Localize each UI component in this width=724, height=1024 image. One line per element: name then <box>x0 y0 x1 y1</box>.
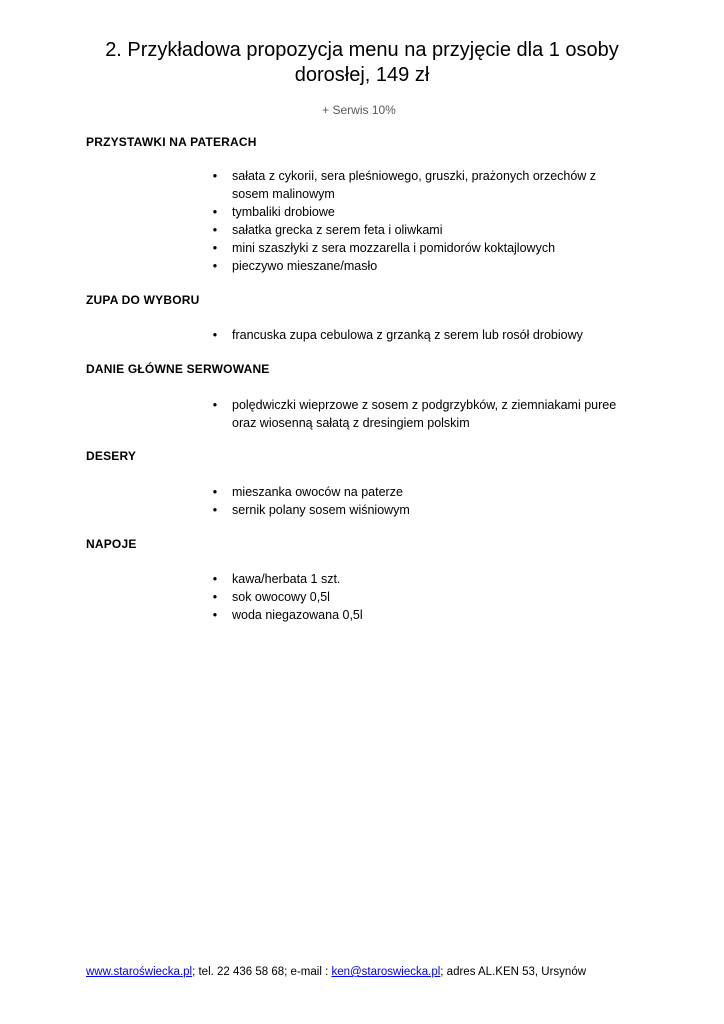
bullet-icon: • <box>212 590 218 604</box>
list-item: • sernik polany sosem wiśniowym <box>210 501 630 519</box>
email-link[interactable]: ken@staroswiecka.pl <box>331 966 441 978</box>
section-heading-desserts: DESERY <box>86 449 137 463</box>
bullet-icon: • <box>212 241 218 255</box>
soup-list <box>210 326 630 344</box>
section-heading-soup: ZUPA DO WYBORU <box>86 293 200 307</box>
footer-phone-text: ; tel. 22 436 58 68; e-mail : <box>192 966 332 978</box>
page-title: 2. Przykładowa propozycja menu na przyjęcie dla 1 osoby dorosłej, 149 zł <box>105 39 619 86</box>
main-course-list <box>210 396 630 432</box>
bullet-icon: • <box>212 398 218 412</box>
bullet-icon: • <box>212 205 218 219</box>
bullet-icon: • <box>212 485 218 499</box>
bullet-icon: • <box>212 223 218 237</box>
list-item: • sałata z cykorii, sera pleśniowego, gruszki, prażonych orzechów z sosem malinowym <box>210 167 630 203</box>
list-item: • sałatka grecka z serem feta i oliwkami <box>210 221 630 239</box>
footer-address-text: ; adres AL.KEN 53, Ursynów <box>440 966 587 978</box>
list-item: • mieszanka owoców na paterze <box>210 483 630 501</box>
list-item: • pieczywo mieszane/masło <box>210 257 630 275</box>
section-heading-main-course: DANIE GŁÓWNE SERWOWANE <box>86 362 270 376</box>
section-heading-appetizers: PRZYSTAWKI NA PATERACH <box>86 135 257 149</box>
bullet-icon: • <box>212 328 218 342</box>
list-item: • kawa/herbata 1 szt. <box>210 570 630 588</box>
section-heading-drinks: NAPOJE <box>86 537 137 551</box>
website-link[interactable]: www.staroświecka.pl <box>86 966 193 978</box>
list-item: • mini szaszłyki z sera mozzarella i pomidorów koktajlowych <box>210 239 630 257</box>
bullet-icon: • <box>212 259 218 273</box>
footer-contact <box>86 966 666 978</box>
bullet-icon: • <box>212 503 218 517</box>
bullet-icon: • <box>212 169 218 183</box>
list-item: • polędwiczki wieprzowe z sosem z podgrzybków, z ziemniakami puree oraz wiosenną sałatą z dresingiem polskim <box>210 396 630 432</box>
list-item: • sok owocowy 0,5l <box>210 588 630 606</box>
list-item: • woda niegazowana 0,5l <box>210 606 630 624</box>
bullet-icon: • <box>212 608 218 622</box>
service-charge-note: + Serwis 10% <box>322 103 396 117</box>
bullet-icon: • <box>212 572 218 586</box>
list-item: • tymbaliki drobiowe <box>210 203 630 221</box>
drinks-list <box>210 570 630 624</box>
list-item: • francuska zupa cebulowa z grzanką z serem lub rosół drobiowy <box>210 326 630 344</box>
appetizers-list <box>210 167 630 275</box>
desserts-list <box>210 483 630 519</box>
